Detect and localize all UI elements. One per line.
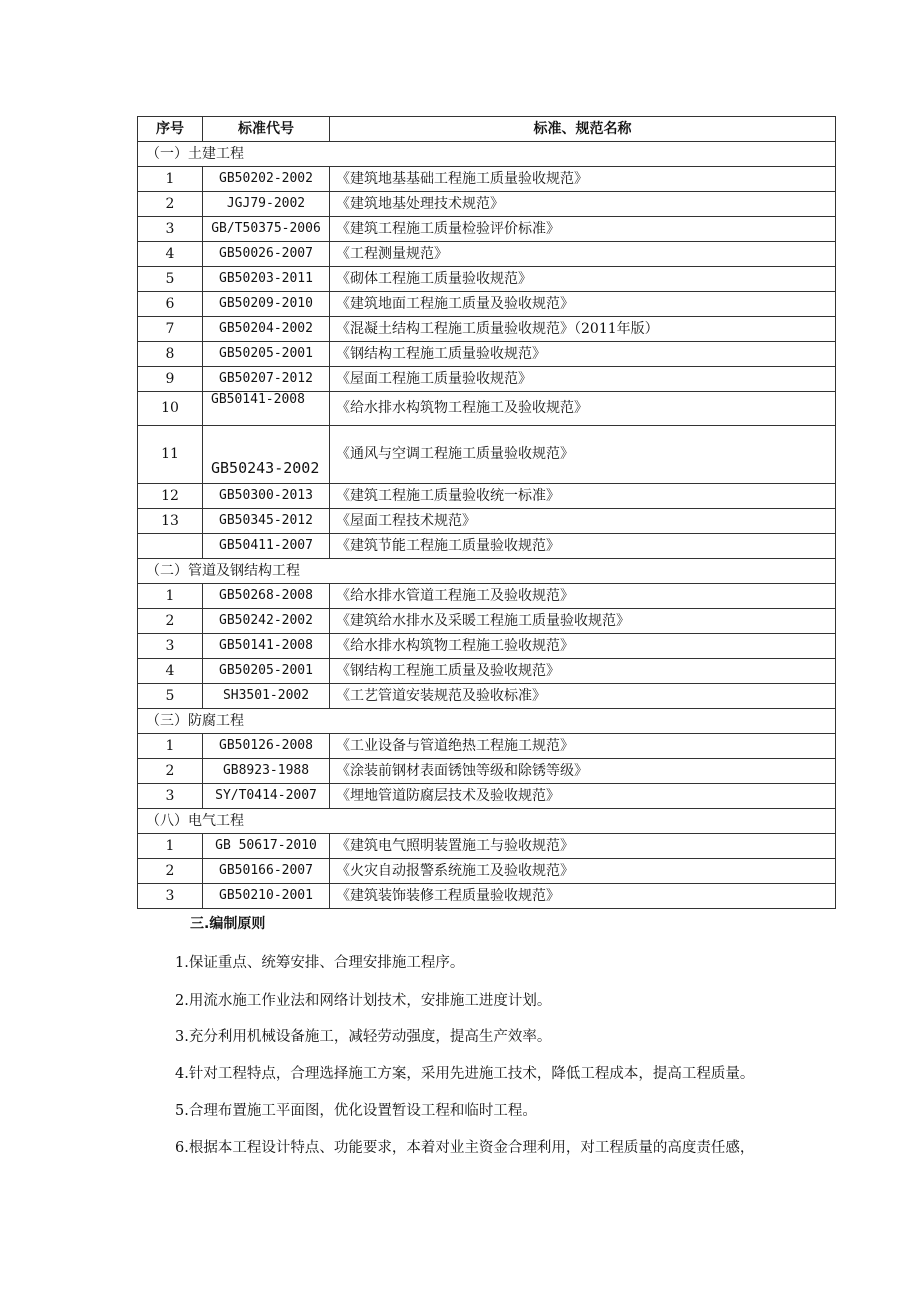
standard-name: 《工程测量规范》 [330,242,836,267]
row-number: 6 [138,292,203,317]
table-header-row [138,117,836,142]
standard-name: 《建筑节能工程施工质量验收规范》 [330,534,836,559]
standard-name: 《混凝土结构工程施工质量验收规范》（2011年版） [330,317,836,342]
table-row [138,609,836,634]
table-row [138,426,836,484]
table-row [138,584,836,609]
principle-item: 4.针对工程特点，合理选择施工方案，采用先进施工技术，降低工程成本，提高工程质量。 [175,1066,755,1082]
table-row [138,192,836,217]
standard-name: 《建筑装饰装修工程质量验收规范》 [330,884,836,909]
standard-name: 《给水排水构筑物工程施工验收规范》 [330,634,836,659]
standard-code: GB50026-2007 [203,242,330,267]
section-row [138,142,836,167]
row-number: 3 [138,217,203,242]
row-number: 3 [138,884,203,909]
section-title: （三）防腐工程 [138,709,836,734]
standards-table [137,116,836,909]
standard-code: GB50300-2013 [203,484,330,509]
table-row [138,242,836,267]
table-row [138,317,836,342]
table-row [138,292,836,317]
row-number: 5 [138,267,203,292]
row-number: 8 [138,342,203,367]
row-number: 2 [138,759,203,784]
standard-code: GB50411-2007 [203,534,330,559]
row-number: 13 [138,509,203,534]
standard-code: GB50205-2001 [203,342,330,367]
standard-name: 《屋面工程技术规范》 [330,509,836,534]
section-title: （八）电气工程 [138,809,836,834]
standard-name: 《建筑地基基础工程施工质量验收规范》 [330,167,836,192]
header-code: 标准代号 [203,117,330,142]
row-number: 4 [138,242,203,267]
row-number: 10 [138,392,203,426]
section-row [138,559,836,584]
row-number: 4 [138,659,203,684]
standard-name: 《屋面工程施工质量验收规范》 [330,367,836,392]
standard-name: 《火灾自动报警系统施工及验收规范》 [330,859,836,884]
standard-name: 《砌体工程施工质量验收规范》 [330,267,836,292]
row-number: 7 [138,317,203,342]
standard-name: 《建筑电气照明装置施工与验收规范》 [330,834,836,859]
standard-code: GB50210-2001 [203,884,330,909]
standard-name: 《建筑地基处理技术规范》 [330,192,836,217]
row-number: 3 [138,634,203,659]
principle-item: 3.充分利用机械设备施工，减轻劳动强度，提高生产效率。 [175,1029,552,1045]
row-number: 11 [138,426,203,484]
standard-code: GB50242-2002 [203,609,330,634]
standard-code: GB50345-2012 [203,509,330,534]
table-row [138,484,836,509]
row-number: 1 [138,584,203,609]
section-title: （一）土建工程 [138,142,836,167]
table-row [138,509,836,534]
table-row [138,784,836,809]
standard-name: 《给水排水构筑物工程施工及验收规范》 [330,392,836,426]
standard-code: SY/T0414-2007 [203,784,330,809]
row-number: 12 [138,484,203,509]
standard-name: 《建筑工程施工质量验收统一标准》 [330,484,836,509]
row-number: 1 [138,834,203,859]
standard-code: GB50141-2008 [203,392,330,426]
row-number: 1 [138,167,203,192]
row-number: 2 [138,609,203,634]
table-row [138,734,836,759]
standard-code: GB50268-2008 [203,584,330,609]
standard-name: 《钢结构工程施工质量及验收规范》 [330,659,836,684]
standard-name: 《给水排水管道工程施工及验收规范》 [330,584,836,609]
section-row [138,709,836,734]
standard-code: SH3501-2002 [203,684,330,709]
row-number: 5 [138,684,203,709]
standard-code: GB50202-2002 [203,167,330,192]
standard-name: 《通风与空调工程施工质量验收规范》 [330,426,836,484]
standard-code: GB50141-2008 [203,634,330,659]
row-number: 9 [138,367,203,392]
principle-item: 1.保证重点、统筹安排、合理安排施工程序。 [175,955,465,971]
standard-code: GB50243-2002 [203,426,330,484]
standard-code: GB50204-2002 [203,317,330,342]
table-row [138,342,836,367]
principle-item: 2.用流水施工作业法和网络计划技术，安排施工进度计划。 [175,993,552,1009]
section-row [138,809,836,834]
header-no: 序号 [138,117,203,142]
table-row [138,392,836,426]
row-number [138,534,203,559]
standard-code: GB50203-2011 [203,267,330,292]
standard-name: 《埋地管道防腐层技术及验收规范》 [330,784,836,809]
standard-code: GB50207-2012 [203,367,330,392]
standard-code: GB 50617-2010 [203,834,330,859]
row-number: 1 [138,734,203,759]
standard-code: GB/T50375-2006 [203,217,330,242]
standard-name: 《工艺管道安装规范及验收标准》 [330,684,836,709]
standard-code: GB50166-2007 [203,859,330,884]
principles-title: 三.编制原则 [190,916,266,932]
standard-name: 《建筑工程施工质量检验评价标准》 [330,217,836,242]
standard-name: 《涂装前钢材表面锈蚀等级和除锈等级》 [330,759,836,784]
standard-name: 《建筑给水排水及采暖工程施工质量验收规范》 [330,609,836,634]
table-row [138,684,836,709]
table-body [138,142,836,909]
principle-item: 6.根据本工程设计特点、功能要求，本着对业主资金合理利用，对工程质量的高度责任感， [175,1140,755,1156]
table-row [138,217,836,242]
standard-name: 《建筑地面工程施工质量及验收规范》 [330,292,836,317]
table-row [138,167,836,192]
standard-name: 《工业设备与管道绝热工程施工规范》 [330,734,836,759]
section-title: （二）管道及钢结构工程 [138,559,836,584]
standard-name: 《钢结构工程施工质量验收规范》 [330,342,836,367]
table-row [138,367,836,392]
table-row [138,534,836,559]
table-row [138,659,836,684]
row-number: 2 [138,859,203,884]
table-row [138,634,836,659]
standard-code: GB50126-2008 [203,734,330,759]
standard-code: GB50205-2001 [203,659,330,684]
table-row [138,759,836,784]
header-name: 标准、规范名称 [330,117,836,142]
row-number: 3 [138,784,203,809]
table-row [138,267,836,292]
row-number: 2 [138,192,203,217]
standard-code: GB8923-1988 [203,759,330,784]
table-row [138,859,836,884]
principle-item: 5.合理布置施工平面图，优化设置暂设工程和临时工程。 [175,1103,537,1119]
table-row [138,834,836,859]
standard-code: JGJ79-2002 [203,192,330,217]
standard-code: GB50209-2010 [203,292,330,317]
table-row [138,884,836,909]
